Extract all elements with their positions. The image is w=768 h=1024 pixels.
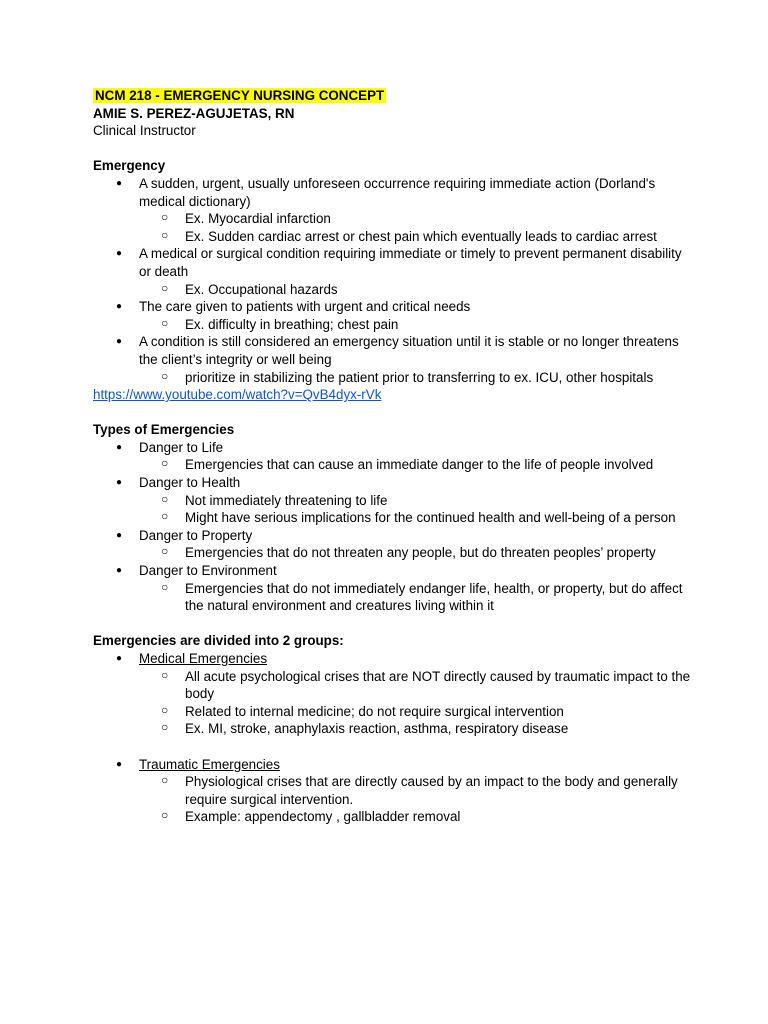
sub-bullet-icon: ○ [161, 720, 169, 735]
sub-bullet-icon: ○ [161, 491, 169, 506]
sub-bullet-icon: ○ [161, 773, 169, 788]
sub-bullet-icon: ○ [161, 315, 169, 330]
sub-bullet-icon: ○ [161, 280, 169, 295]
sub-bullet-icon: ○ [161, 210, 169, 225]
sub-bullet-icon: ○ [161, 544, 169, 559]
sub-list-item: ○ Ex. Sudden cardiac arrest or chest pain which eventually leads to cardiac arrest [161, 227, 657, 244]
bullet-icon: ● [116, 177, 123, 189]
spacer [93, 140, 693, 158]
sub-bullet-icon: ○ [161, 227, 169, 242]
sub-list-item: ○ Example: appendectomy , gallbladder removal [161, 808, 461, 825]
section-heading-emergency: Emergency [93, 158, 166, 174]
sub-list-item: ○ Emergencies that do not threaten any people, but do threaten peoples’ property [161, 544, 656, 561]
list-item: ● Medical Emergencies [116, 651, 268, 666]
bullet-icon: ● [116, 248, 123, 260]
sub-list-item: ○ All acute psychological crises that are NOT directly caused by traumatic impact to the body [161, 667, 691, 702]
spacer [93, 615, 693, 633]
instructor-role: Clinical Instructor [93, 123, 196, 139]
bullet-icon: ● [116, 336, 123, 348]
list-item: ● The care given to patients with urgent and critical needs [116, 299, 471, 315]
list-item: ● Traumatic Emergencies [116, 756, 280, 772]
sub-bullet-icon: ○ [161, 667, 169, 682]
section-heading-groups: Emergencies are divided into 2 groups: [93, 633, 344, 649]
sub-list-item: ○ Ex. Myocardial infarction [161, 210, 331, 227]
sub-bullet-icon: ○ [161, 456, 169, 471]
sub-list-item: ○ Physiological crises that are directly caused by an impact to the body and generally require surgical intervention. [161, 773, 678, 807]
sub-bullet-icon: ○ [161, 702, 169, 717]
course-title [93, 87, 693, 105]
list-item: ● Danger to Property [116, 527, 253, 543]
bullet-icon: ● [116, 758, 123, 770]
sub-list-item: ○ Related to internal medicine; do not require surgical intervention [161, 702, 564, 719]
sub-list-item: ○ Emergencies that can cause an immediate danger to the life of people involved [161, 456, 654, 473]
spacer [93, 404, 693, 422]
course-title-highlight: NCM 218 - EMERGENCY NURSING CONCEPT [95, 88, 385, 103]
bullet-icon: ● [116, 477, 123, 489]
sub-bullet-icon: ○ [161, 368, 169, 383]
sub-bullet-icon: ○ [161, 509, 169, 524]
bullet-icon: ● [116, 301, 123, 313]
youtube-link[interactable]: https://www.youtube.com/watch?v=QvB4dyx-rVk [93, 387, 382, 403]
section-heading-types: Types of Emergencies [93, 422, 235, 438]
bullet-icon: ● [116, 529, 123, 541]
bullet-icon: ● [116, 441, 123, 453]
bullet-icon: ● [116, 565, 123, 577]
sub-list-item: ○ prioritize in stabilizing the patient prior to transferring to ex. ICU, other hospitals [161, 368, 654, 385]
document-body [93, 87, 693, 826]
sub-list-item: ○ Ex. difficulty in breathing; chest pain [161, 315, 399, 332]
list-item: ● Danger to Environment [116, 563, 277, 579]
list-item: ● Danger to Health [116, 475, 241, 491]
sub-list-item: ○ Emergencies that do not immediately endanger life, health, or property, but do affect the natural environment and creatures living within it [161, 579, 683, 614]
sub-bullet-icon: ○ [161, 808, 169, 823]
list-item: ● A condition is still considered an emergency situation until it is stable or no longer threatens the client’s integrity or well being [116, 334, 679, 367]
sub-bullet-icon: ○ [161, 579, 169, 594]
sub-list-item: ○ Ex. MI, stroke, anaphylaxis reaction, asthma, respiratory disease [161, 720, 569, 737]
sub-list-item: ○ Ex. Occupational hazards [161, 280, 338, 297]
list-item: ● A medical or surgical condition requiring immediate or timely to prevent permanent disability or death [116, 246, 682, 279]
sub-list-item: ○ Might have serious implications for the continued health and well-being of a person [161, 509, 676, 526]
list-item: ● A sudden, urgent, usually unforeseen occurrence requiring immediate action (Dorland's medical dictionary) [116, 175, 656, 209]
instructor-name: AMIE S. PEREZ-AGUJETAS, RN [93, 105, 295, 121]
sub-list-item: ○ Not immediately threatening to life [161, 491, 388, 508]
spacer [93, 738, 693, 756]
bullet-icon: ● [116, 653, 123, 664]
list-item: ● Danger to Life [116, 439, 224, 455]
